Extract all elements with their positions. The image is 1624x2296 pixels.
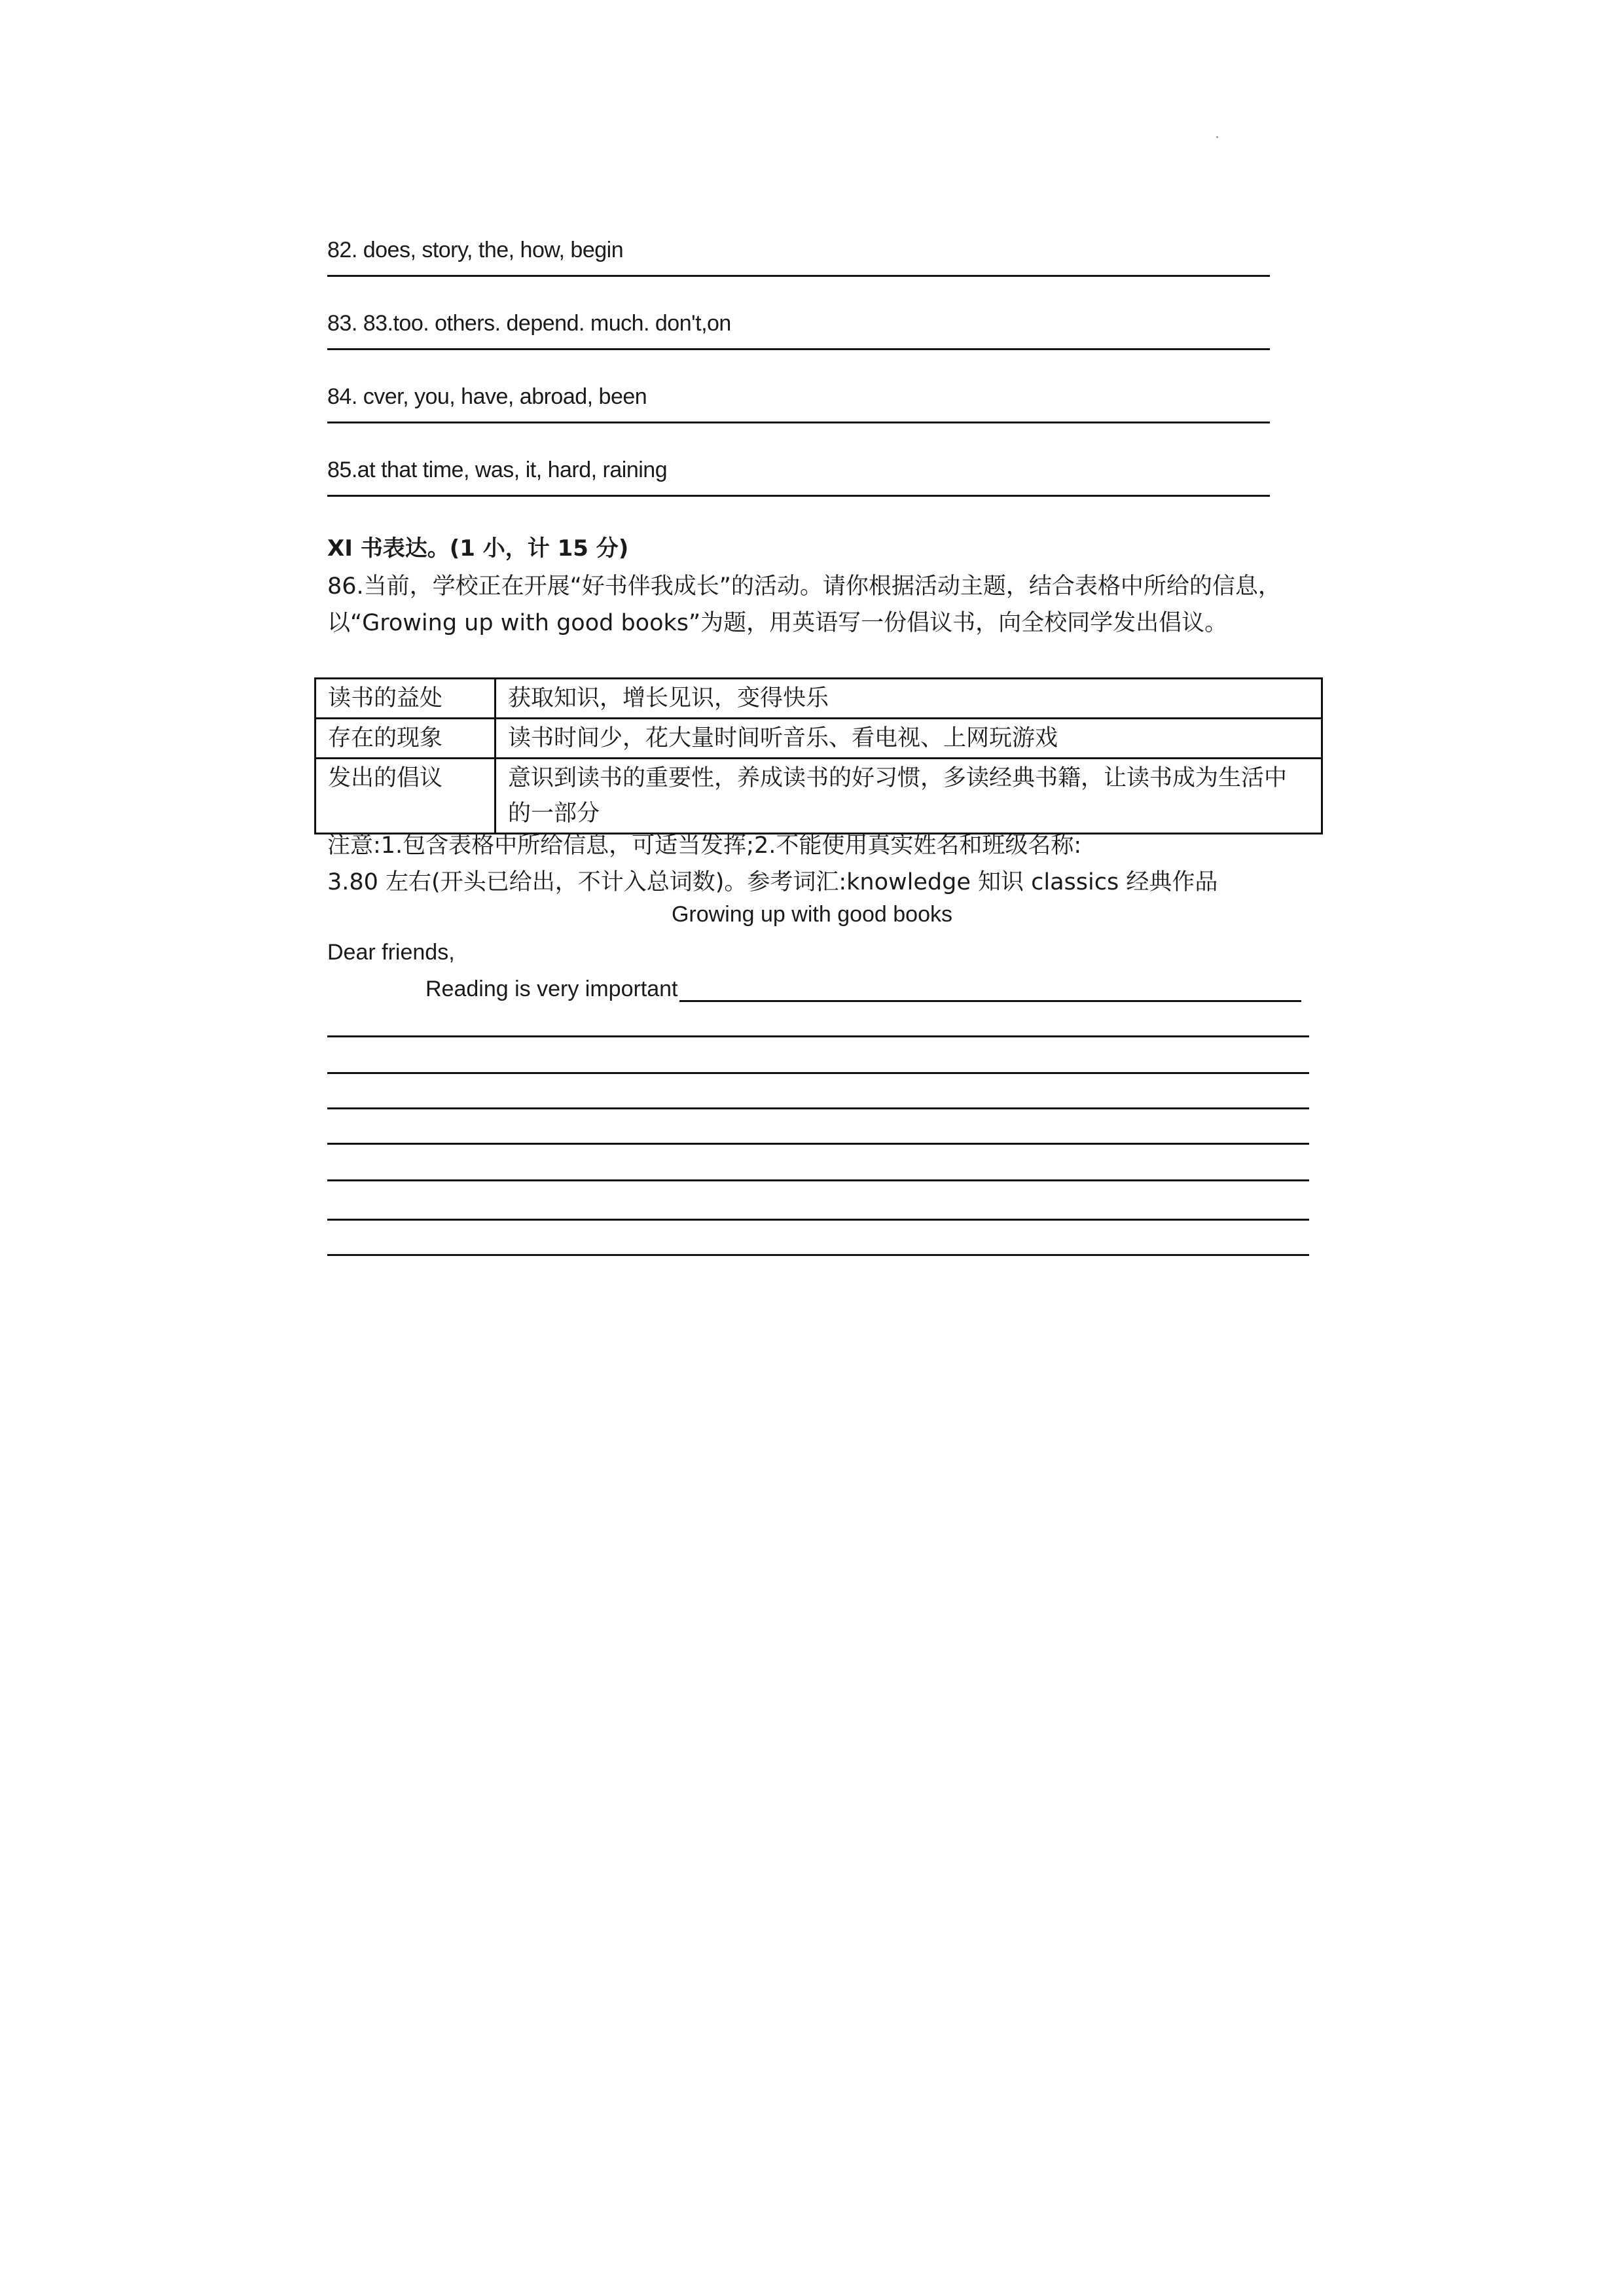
note-line: 3.80 左右(开头已给出，不计入总词数)。参考词汇:knowledge 知识 classics 经典作品 bbox=[327, 869, 1218, 895]
question-82 bbox=[327, 237, 1270, 277]
notes bbox=[327, 827, 1322, 901]
writing-line[interactable] bbox=[327, 1035, 1309, 1037]
section-title: XI 书表达。(1 小，计 15 分) bbox=[327, 535, 629, 562]
writing-line[interactable] bbox=[327, 1107, 1309, 1109]
table-label: 发出的倡议 bbox=[316, 759, 496, 834]
question-prompt: 83. 83.too. others. depend. much. don't,on bbox=[327, 311, 731, 336]
question-83 bbox=[327, 310, 1270, 350]
answer-line[interactable] bbox=[327, 412, 1270, 423]
writing-line[interactable] bbox=[327, 1219, 1309, 1221]
table-content: 获取知识，增长见识，变得快乐 bbox=[496, 679, 1322, 719]
table-content: 意识到读书的重要性，养成读书的好习惯，多读经典书籍，让读书成为生活中的一部分 bbox=[496, 759, 1322, 834]
note-line: 注意:1.包含表格中所给信息，可适当发挥;2.不能使用真实姓名和班级名称: bbox=[327, 833, 1082, 859]
question-prompt: 82. does, story, the, how, begin bbox=[327, 238, 624, 262]
question-85 bbox=[327, 457, 1270, 497]
table-label: 存在的现象 bbox=[316, 719, 496, 759]
question-prompt: 84. cver, you, have, abroad, been bbox=[327, 384, 647, 409]
opening-text: Reading is very important bbox=[425, 977, 678, 1001]
writing-line[interactable] bbox=[327, 1254, 1309, 1256]
question-84 bbox=[327, 384, 1270, 423]
table-content: 读书时间少，花大量时间听音乐、看电视、上网玩游戏 bbox=[496, 719, 1322, 759]
opening-sentence bbox=[425, 977, 1301, 1002]
answer-line[interactable] bbox=[327, 486, 1270, 497]
writing-line[interactable] bbox=[327, 1143, 1309, 1145]
answer-line[interactable] bbox=[327, 266, 1270, 277]
question-prompt: 85.at that time, was, it, hard, raining bbox=[327, 457, 668, 482]
table-row bbox=[316, 759, 1322, 834]
answer-line[interactable] bbox=[327, 339, 1270, 350]
essay-title: Growing up with good books bbox=[671, 902, 953, 927]
table-row bbox=[316, 719, 1322, 759]
writing-line[interactable] bbox=[327, 1072, 1309, 1074]
letter-greeting: Dear friends, bbox=[327, 940, 455, 965]
writing-line[interactable] bbox=[679, 978, 1301, 1002]
info-table bbox=[314, 677, 1323, 834]
table-label: 读书的益处 bbox=[316, 679, 496, 719]
writing-instruction: 86.当前，学校正在开展“好书伴我成长”的活动。请你根据活动主题，结合表格中所给的信息，以“Growing up with good books”为题，用英语写一份倡议书，向全校同学发出倡议。 bbox=[327, 573, 1281, 636]
scan-mark bbox=[1216, 136, 1218, 138]
writing-line[interactable] bbox=[327, 1179, 1309, 1181]
table-row bbox=[316, 679, 1322, 719]
